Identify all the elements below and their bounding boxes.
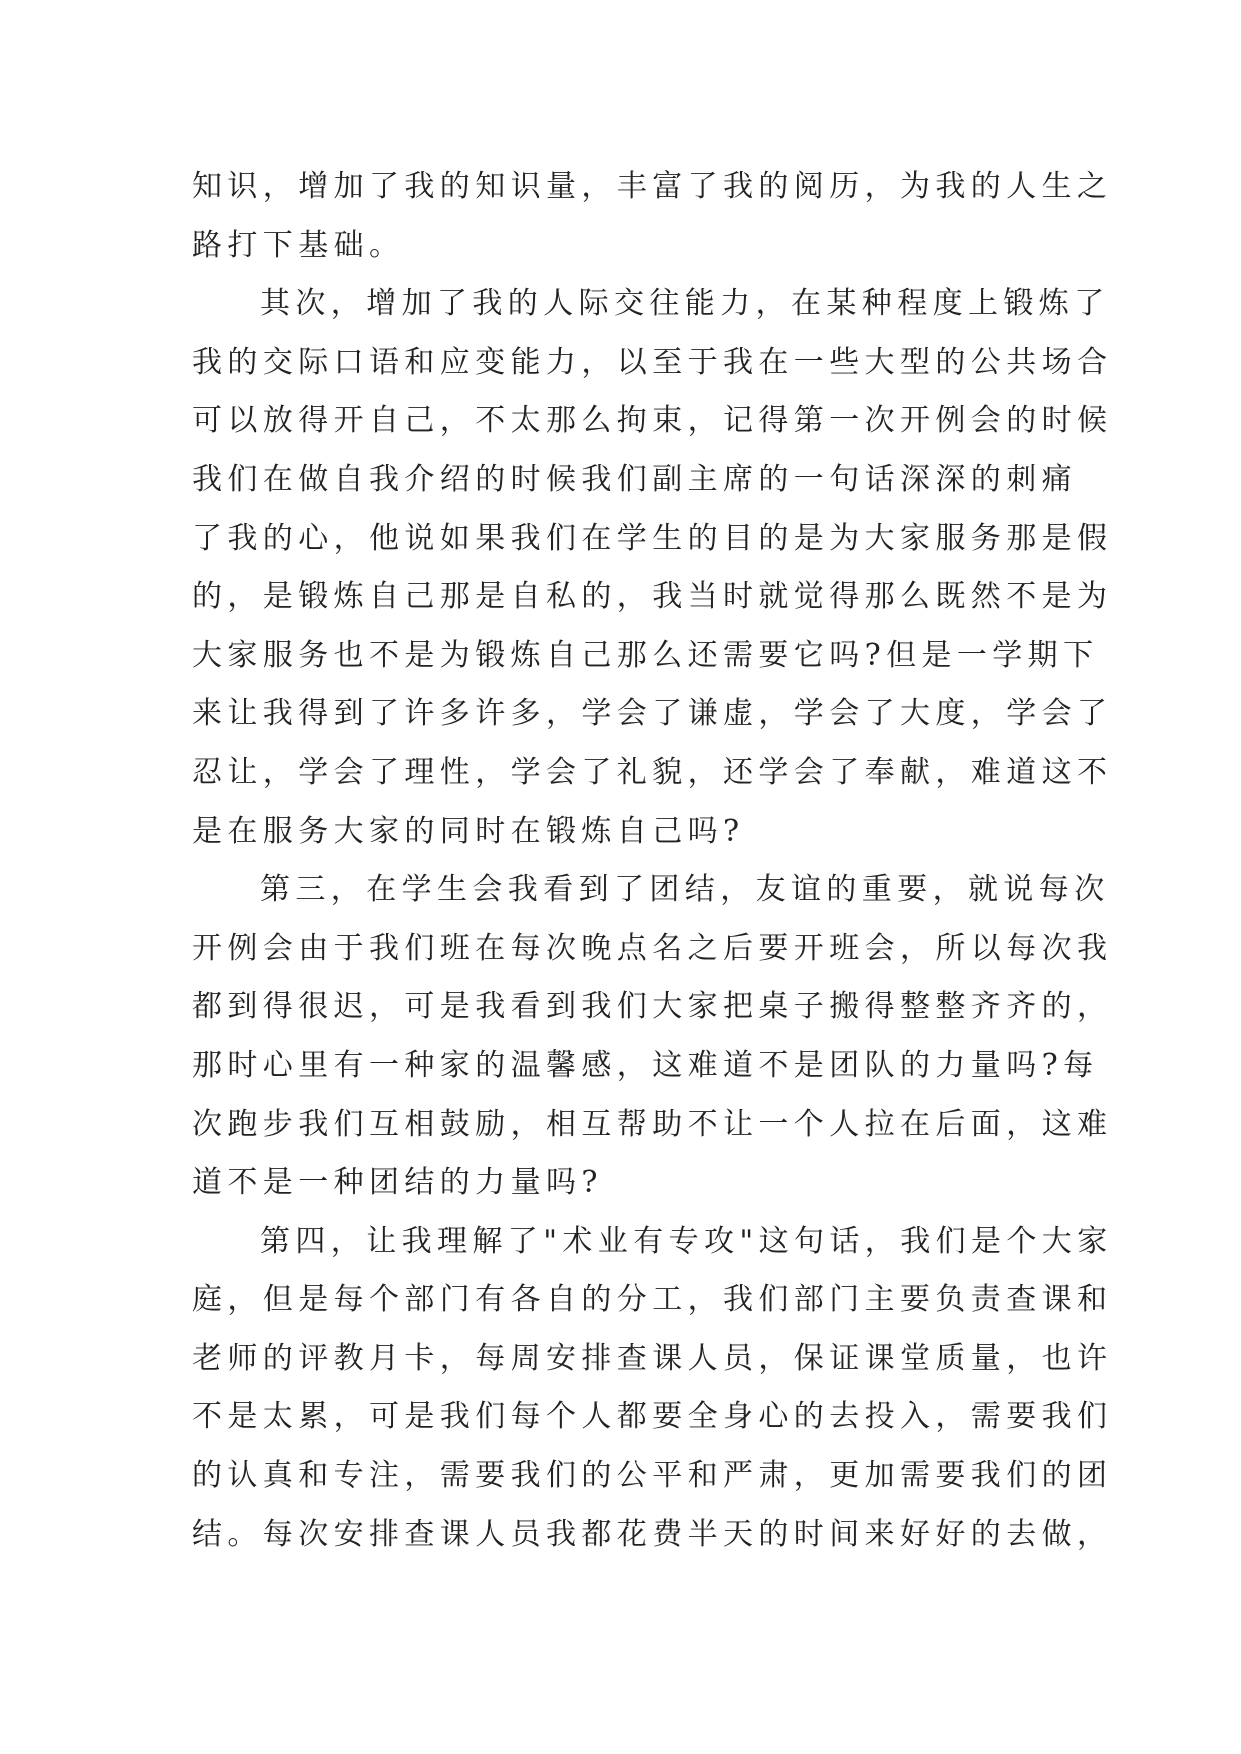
text-line: 老师的评教月卡，每周安排查课人员，保证课堂质量，也许 [192, 1340, 1113, 1376]
text-line: 知识，增加了我的知识量，丰富了我的阅历，为我的人生之 [192, 169, 1113, 204]
paragraph [192, 1213, 1113, 1565]
text-line: 我们在做自我介绍的时候我们副主席的一句话深深的刺痛 [192, 461, 1077, 497]
text-line: 次跑步我们互相鼓励，相互帮助不让一个人拉在后面，这难 [192, 1106, 1113, 1142]
text-line: 来让我得到了许多许多，学会了谦虚，学会了大度，学会了 [192, 696, 1113, 732]
text-line: 其次，增加了我的人际交往能力，在某种程度上锻炼了 [260, 286, 1110, 322]
text-line: 的认真和专注，需要我们的公平和严肃，更加需要我们的团 [192, 1458, 1113, 1494]
paragraph [192, 158, 1113, 275]
text-line: 第三，在学生会我看到了团结，友谊的重要，就说每次 [260, 872, 1110, 908]
text-line: 第四，让我理解了"术业有专攻"这句话，我们是个大家 [260, 1223, 1113, 1259]
text-line: 道不是一种团结的力量吗? [192, 1165, 603, 1201]
text-line: 是在服务大家的同时在锻炼自己吗? [192, 813, 745, 849]
text-line: 那时心里有一种家的温馨感，这难道不是团队的力量吗?每 [192, 1047, 1099, 1083]
text-line: 结。每次安排查课人员我都花费半天的时间来好好的去做， [192, 1516, 1113, 1552]
text-line: 路打下基础。 [192, 227, 405, 263]
paragraph [192, 275, 1113, 861]
paragraph [192, 861, 1113, 1213]
text-line: 开例会由于我们班在每次晚点名之后要开班会，所以每次我 [192, 930, 1113, 966]
text-line: 大家服务也不是为锻炼自己那么还需要它吗?但是一学期下 [192, 637, 1099, 673]
text-line: 忍让，学会了理性，学会了礼貌，还学会了奉献，难道这不 [192, 754, 1113, 790]
text-line: 庭，但是每个部门有各自的分工，我们部门主要负责查课和 [192, 1282, 1113, 1318]
text-line: 不是太累，可是我们每个人都要全身心的去投入，需要我们 [192, 1399, 1113, 1435]
text-line: 了我的心，他说如果我们在学生的目的是为大家服务那是假 [192, 520, 1113, 556]
text-line: 我的交际口语和应变能力，以至于我在一些大型的公共场合 [192, 344, 1113, 380]
text-line: 的，是锻炼自己那是自私的，我当时就觉得那么既然不是为 [192, 579, 1113, 615]
document-body [192, 158, 1113, 1564]
text-line: 可以放得开自己，不太那么拘束，记得第一次开例会的时候 [192, 403, 1113, 439]
text-line: 都到得很迟，可是我看到我们大家把桌子搬得整整齐齐的， [192, 989, 1113, 1025]
